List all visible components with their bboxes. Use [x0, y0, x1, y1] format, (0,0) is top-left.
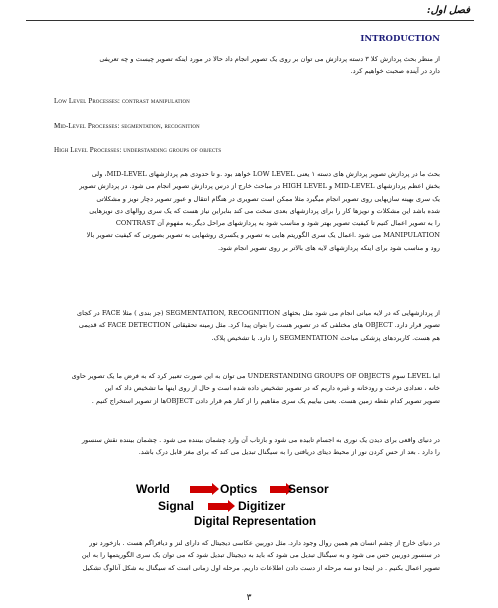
- text-line: در دنیای واقعی برای دیدن یک نوری به اجسام تابیده می شود و بازتاب آن وارد چشمان بیننده می شود . چشمان بیننده نقش سنسور: [81, 436, 440, 444]
- text-line: هم هست. کاربردهای پزشکی مباحث SEGMENTATION را دارد. یا تشخیص پلاک.: [211, 333, 440, 342]
- text-line: را به تصویر اعمال کنیم تا کیفیت تصویر بهتر شود و مناسب شود به پردازشهای مراحل دیگر.به مفهوم آن CONTRAST: [115, 219, 440, 228]
- process-mid-level: Mid-Level Processes: segmentation, recognition: [54, 122, 200, 130]
- arrow-icon: [190, 486, 212, 493]
- text-line: بحث ما در پردازش تصویر پردازش های دسته ۱ یعنی LOW LEVEL خواهد بود .و تا حدودی هم پردازشهای MID-LEVEL، ولی: [91, 170, 440, 178]
- text-line: از پردازشهایی که در لایه میانی انجام می شود مثل بحثهای SEGMENTATION, RECOGNITION (جز بندی ) مثلا FACE در کجای: [76, 309, 440, 317]
- paragraph-vision: [54, 434, 440, 459]
- text-line: شده باشد این مشکلات و نویزها کار را برای پردازشهای بعدی سخت می کند بنابراین نیاز هست که یک سری روالهای دی نویزهایی: [89, 206, 440, 215]
- intro-line: از منظر بحث پردازش کلا ۳ دسته پردازش می توان بر روی یک تصویر انجام داد حالا در مورد اینکه تصویر چیست و چه تعریفی: [99, 55, 440, 63]
- imaging-pipeline-diagram: [120, 482, 380, 532]
- header-rule: [26, 20, 474, 21]
- paragraph-mid-level: [54, 307, 440, 344]
- diagram-world: World: [136, 482, 170, 496]
- page-number: ۳: [246, 593, 252, 603]
- text-line: در سنسور دوربین حس می شود و به سیگنال تبدیل می شود که باید به دیجیتال تبدیل شود که می توان یک سری الگوریتمها را به این: [81, 551, 440, 560]
- intro-paragraph: [54, 53, 440, 78]
- diagram-signal: Signal: [158, 499, 195, 513]
- text-line: بخش اعظم پردازشهای MID-LEVEL و HIGH LEVEL در مباحث خارج از درس پردازش تصویر انجام می شود. در پردازش تصویر: [79, 182, 440, 191]
- arrow-icon: [208, 503, 228, 510]
- text-line: تصویر قرار دارد. OBJECT های مختلفی که در تصویر هست را بتوان پیدا کرد. مثل زمینه تحقیقاتی FACE DETECTION که قدیمی: [78, 321, 440, 330]
- text-line: تصویر اعمال بکنیم . در اینجا دو سه مرحله از دست دادن اطلاعات داریم. مرحله اول زمانی است که سیگنال به شکل آنالوگ تشکیل: [82, 563, 440, 572]
- text-line: اما LEVEL سوم UNDERSTANDING GROUPS OF OBJECTS می توان به این صورت تعبیر کرد که به فرض ما یک تصویر حاوی: [71, 372, 440, 380]
- page-header: [0, 0, 498, 22]
- text-line: تصویر تصویر کدام نقطه زمین هست. یعنی بیاییم یک سری مفاهیم را از کنار هم قرار دادن OBJECTها از تصویر استخراج کنیم .: [91, 396, 440, 405]
- diagram-digital-representation: Digital Representation: [194, 516, 317, 528]
- process-low-level: Low Level Processes: contrast manipulation: [54, 97, 190, 105]
- text-line: MANIPULATION می شود .اعمال یک سری الگوریتم هایی به تصویر و یکسری روشهایی به تصویر بصورتی که کیفیت تصویر بالا: [86, 231, 440, 240]
- diagram-optics: Optics: [220, 482, 258, 496]
- chapter-title: فصل اول:: [426, 5, 470, 16]
- diagram-digitizer: Digitizer: [238, 499, 286, 513]
- text-line: در دنیای خارج از چشم انسان هم همین روال وجود دارد. مثل دوربین عکاسی دیجیتال که دارای لنز و دیافراگم هست . بازخورد نور: [89, 539, 440, 547]
- process-high-level: High Level Processes: understanding groups of objects: [54, 146, 222, 154]
- paragraph-camera: [54, 537, 440, 574]
- text-line: رود و مناسب شود برای اینکه پردازشهای لایه های بالاتر بر روی تصویر انجام شود.: [218, 243, 440, 252]
- diagram-sensor: Sensor: [288, 482, 329, 496]
- text-line: یک سری بهینه سازیهایی روی تصویر انجام میگیرد مثلا ممکن است تصویری در هنگام انتقال و عبور تصویر دچار نویز و مشکلاتی: [96, 194, 440, 203]
- intro-line: دارد در آینده صحبت خواهیم کرد.: [350, 67, 440, 76]
- paragraph-low-level: [54, 168, 440, 254]
- paragraph-high-level: [54, 370, 440, 407]
- text-line: خانه ، تعدادی درخت و رودخانه و غیره داریم که در تصویر تشخیص داده شده است و حال از روی اینها ما تشخیص داد که این: [104, 384, 440, 393]
- section-title: INTRODUCTION: [360, 34, 440, 44]
- text-line: را دارد . بعد از حس کردن نور از محیط دیتای دریافتی را به سیگنال تبدیل می کند که برای مغز قابل درک باشد.: [138, 448, 440, 457]
- arrow-icon: [270, 486, 286, 493]
